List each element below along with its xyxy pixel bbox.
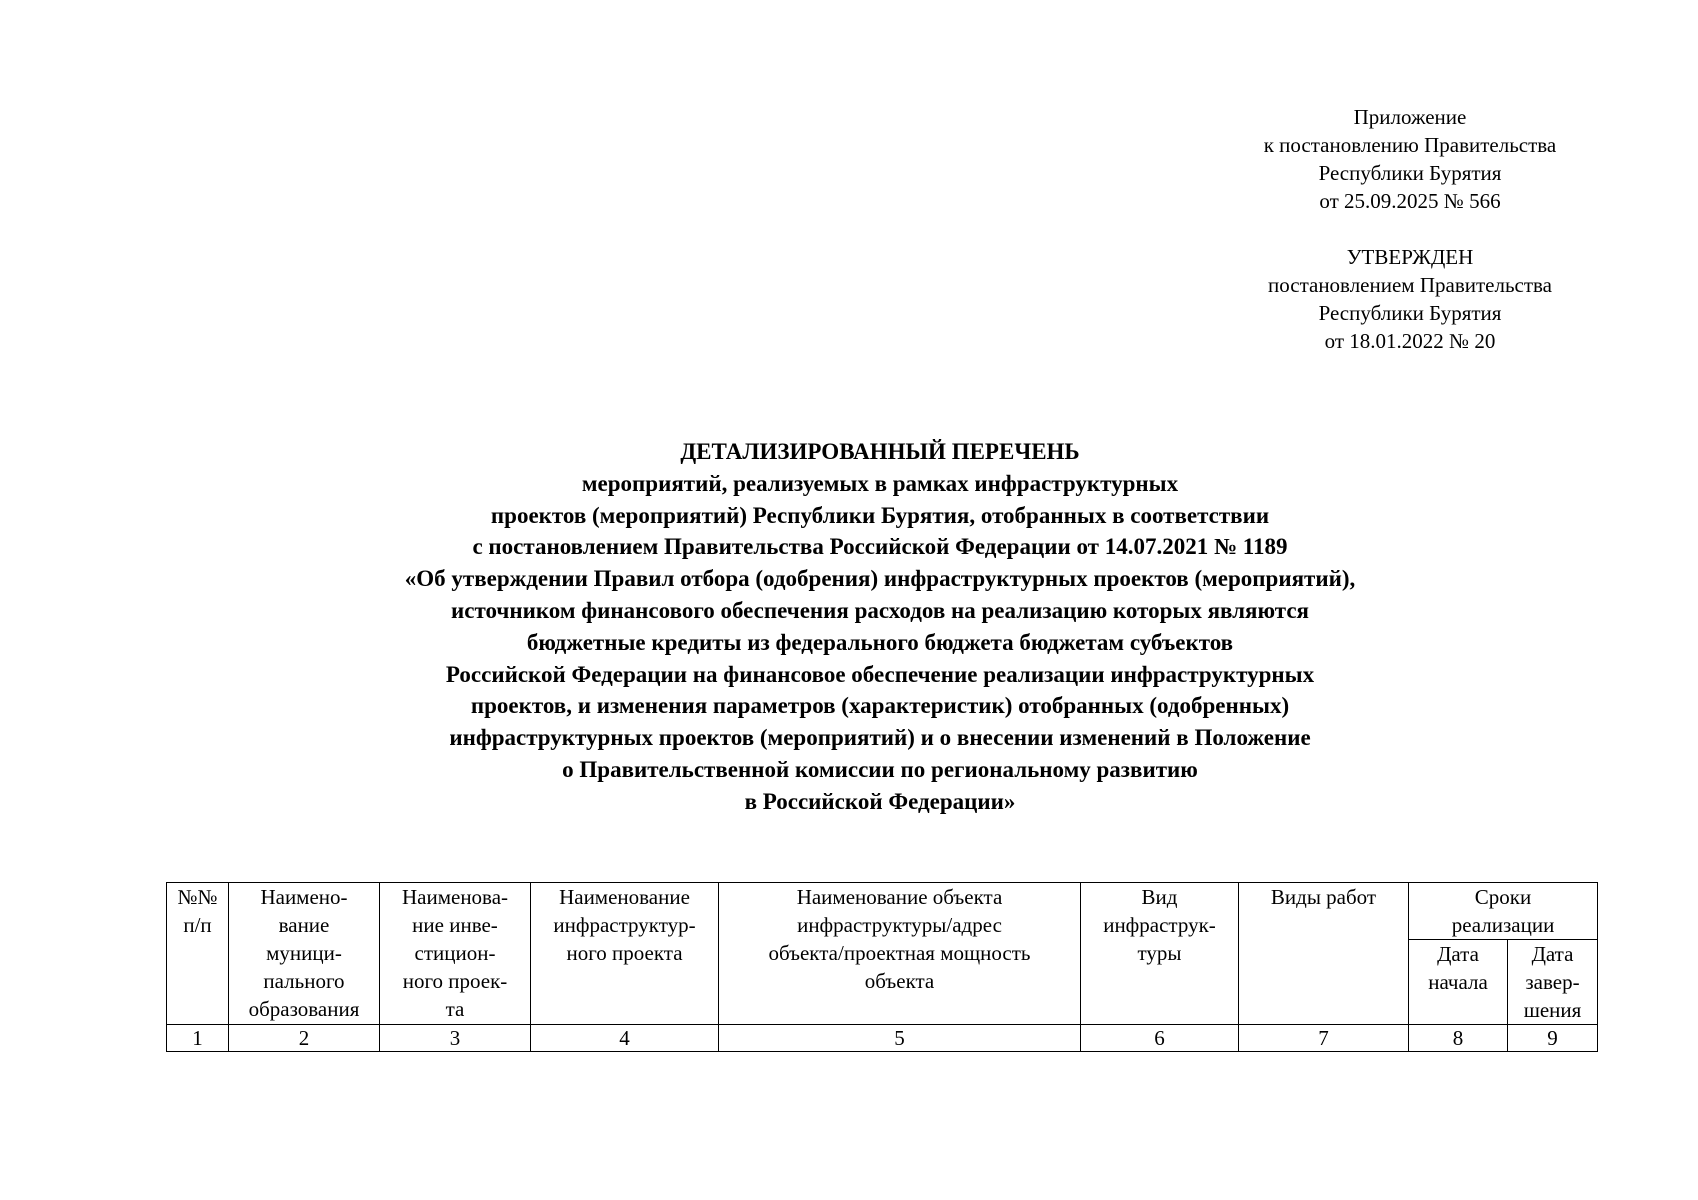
column-number: 3	[380, 1025, 531, 1052]
approved-line: УТВЕРЖДЕН	[1346, 245, 1474, 269]
appendix-block	[1200, 103, 1620, 215]
title-line: мероприятий, реализуемых в рамках инфраструктурных	[581, 470, 1179, 496]
appendix-line: Приложение	[1353, 105, 1467, 129]
header-number: №№ п/п	[167, 883, 229, 1025]
title-line: в Российской Федерации»	[744, 788, 1016, 814]
approved-block	[1200, 243, 1620, 355]
column-number: 2	[229, 1025, 380, 1052]
header-implementation-period: Сроки реализации	[1409, 883, 1598, 940]
appendix-line: к постановлению Правительства	[1263, 133, 1557, 157]
projects-table	[166, 882, 1598, 1052]
header-end-date: Дата завер- шения	[1508, 940, 1598, 1025]
document-title	[200, 436, 1560, 818]
column-number: 7	[1239, 1025, 1409, 1052]
header-infrastructure-project: Наименование инфраструктур- ного проекта	[531, 883, 719, 1025]
header-work-types: Виды работ	[1239, 883, 1409, 1025]
approved-line: Республики Бурятия	[1318, 301, 1502, 325]
header-municipality: Наимено- вание муници- пального образования	[229, 883, 380, 1025]
column-number: 8	[1409, 1025, 1508, 1052]
approved-line: постановлением Правительства	[1267, 273, 1552, 297]
title-line: проектов, и изменения параметров (характеристик) отобранных (одобренных)	[470, 693, 1290, 719]
title-line: проектов (мероприятий) Республики Бурятия, отобранных в соответствии	[490, 502, 1270, 528]
approved-line: от 18.01.2022 № 20	[1324, 329, 1496, 353]
appendix-line: от 25.09.2025 № 566	[1319, 189, 1501, 213]
header-infrastructure-type: Вид инфраструк- туры	[1081, 883, 1239, 1025]
column-number: 4	[531, 1025, 719, 1052]
title-line: о Правительственной комиссии по региональному развитию	[562, 756, 1198, 782]
appendix-line: Республики Бурятия	[1318, 161, 1502, 185]
title-line: Российской Федерации на финансовое обеспечение реализации инфраструктурных	[445, 661, 1315, 687]
column-number: 1	[167, 1025, 229, 1052]
column-number: 5	[719, 1025, 1081, 1052]
column-numbers-row	[167, 1025, 1598, 1052]
title-line: бюджетные кредиты из федерального бюджета бюджетам субъектов	[526, 629, 1234, 655]
column-number: 6	[1081, 1025, 1239, 1052]
header-infrastructure-object: Наименование объекта инфраструктуры/адрес объекта/проектная мощность объекта	[719, 883, 1081, 1025]
header-investment-project: Наименова- ние инве- стицион- ного проек- та	[380, 883, 531, 1025]
title-line: «Об утверждении Правил отбора (одобрения) инфраструктурных проектов (мероприятий),	[404, 566, 1356, 592]
title-line: источником финансового обеспечения расходов на реализацию которых являются	[451, 597, 1309, 623]
header-start-date: Дата начала	[1409, 940, 1508, 1025]
title-line: с постановлением Правительства Российской Федерации от 14.07.2021 № 1189	[472, 534, 1288, 560]
column-number: 9	[1508, 1025, 1598, 1052]
title-line: инфраструктурных проектов (мероприятий) и о внесении изменений в Положение	[449, 725, 1311, 751]
title-line: ДЕТАЛИЗИРОВАННЫЙ ПЕРЕЧЕНЬ	[680, 439, 1080, 464]
